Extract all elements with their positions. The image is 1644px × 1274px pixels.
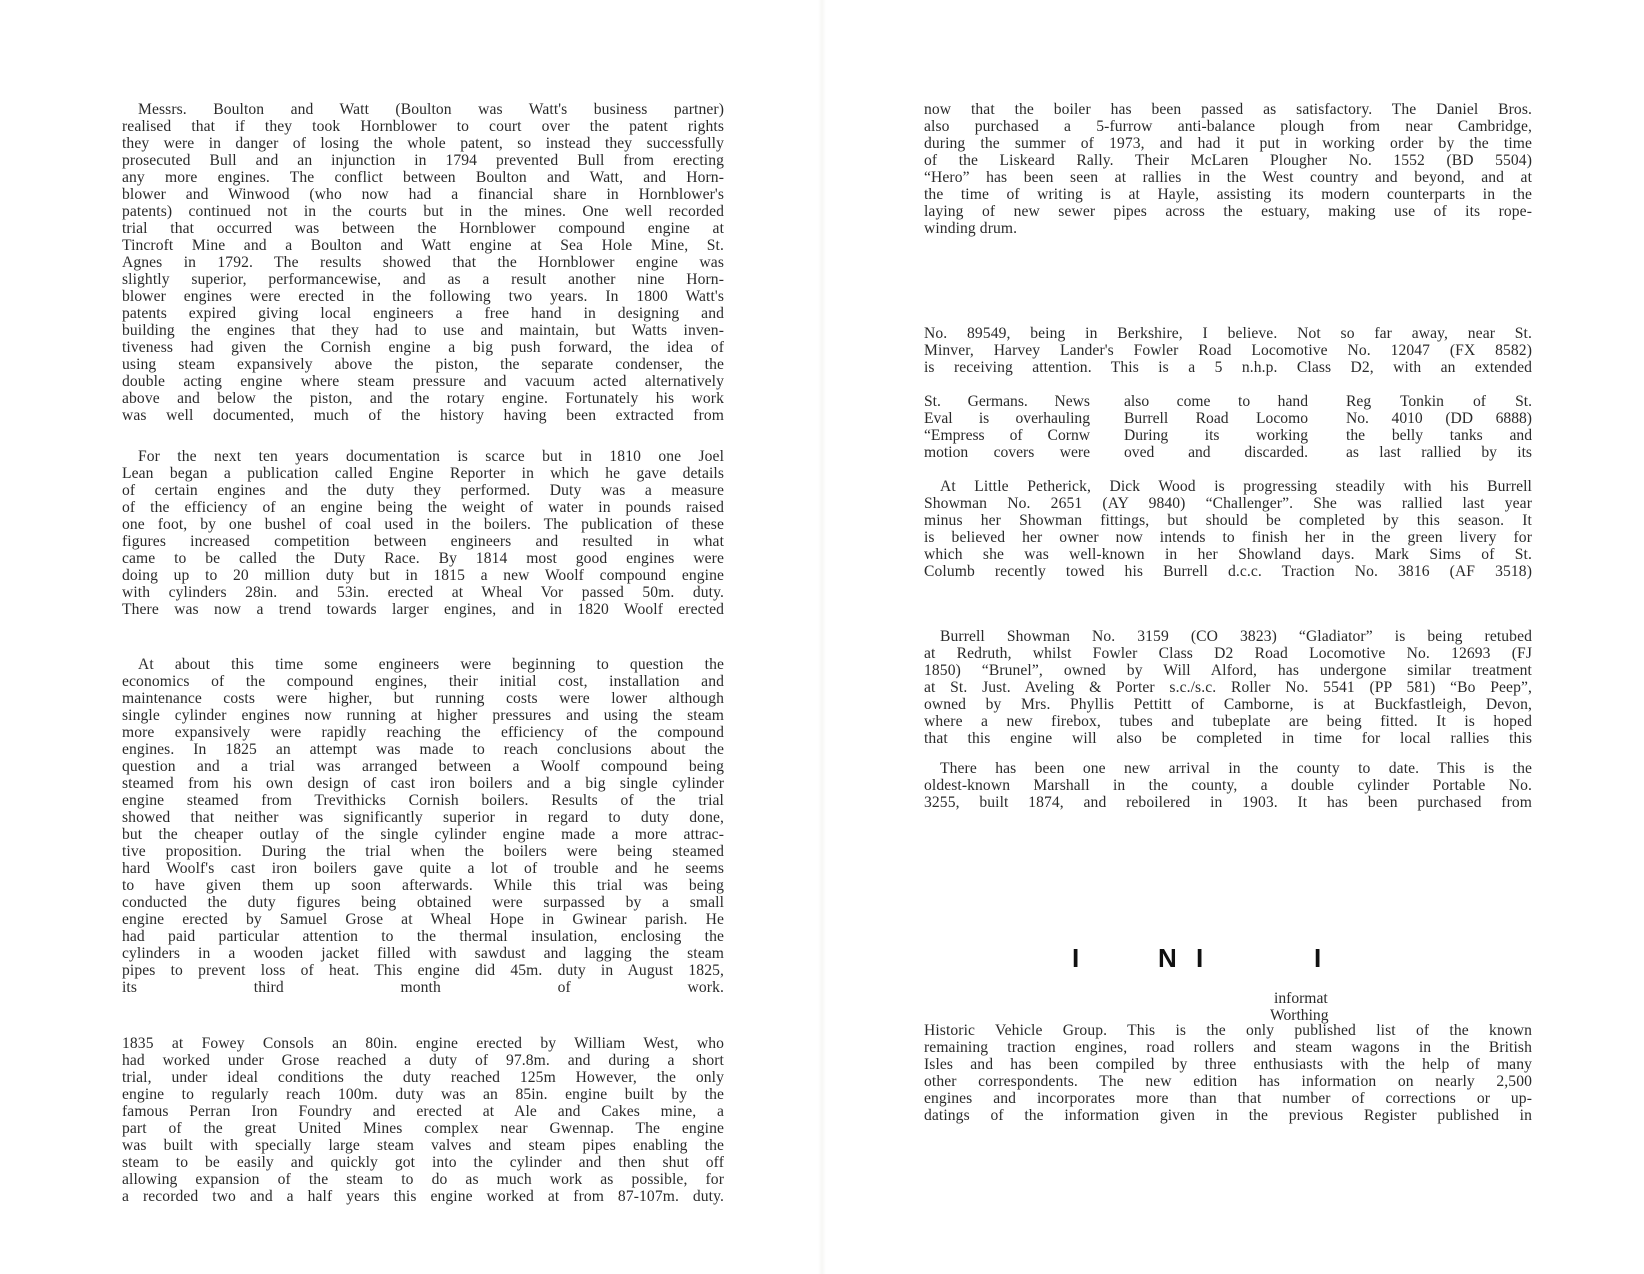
text-line: famous Perran Iron Foundry and erected at Ale and Cakes mine, a bbox=[122, 1103, 724, 1120]
text-line: Reg Tonkin of St. bbox=[1346, 393, 1532, 410]
text-line: was well documented, much of the history having been extracted from bbox=[122, 407, 724, 424]
right-fragment-column-b bbox=[1124, 393, 1308, 461]
right-fragment-column-c bbox=[1346, 393, 1532, 461]
text-line: a recorded two and a half years this engine worked at from 87-107m. duty. bbox=[122, 1188, 724, 1205]
text-line: any more engines. The conflict between Boulton and Watt, and Horn- bbox=[122, 169, 724, 186]
right-paragraph-6 bbox=[924, 1022, 1532, 1124]
text-line: of the Liskeard Rally. Their McLaren Plougher No. 1552 (BD 5504) bbox=[924, 152, 1532, 169]
text-line: its third month of work. bbox=[122, 979, 724, 996]
text-line: came to be called the Duty Race. By 1814 most good engines were bbox=[122, 550, 724, 567]
left-paragraph-3 bbox=[122, 656, 724, 996]
text-line: patents expired giving local engineers a free hand in designing and bbox=[122, 305, 724, 322]
text-line: question and a trial was arranged between a Woolf compound being bbox=[122, 758, 724, 775]
heading-letter: I bbox=[1196, 943, 1204, 973]
text-line: is believed her owner now intends to finish her in the green livery for bbox=[924, 529, 1532, 546]
text-line: other correspondents. The new edition has information on nearly 2,500 bbox=[924, 1073, 1532, 1090]
text-line: St. Germans. News bbox=[924, 393, 1090, 410]
fragment-word-worthing: Worthing bbox=[1270, 1007, 1329, 1024]
text-line: At about this time some engineers were beginning to question the bbox=[138, 656, 724, 673]
text-line: is receiving attention. This is a 5 n.h.p. Class D2, with an extended bbox=[924, 359, 1532, 376]
text-line: owned by Mrs. Phyllis Pettitt of Camborne, is at Buckfastleigh, Devon, bbox=[924, 696, 1532, 713]
right-paragraph-2 bbox=[924, 325, 1532, 376]
text-line: as last rallied by its bbox=[1346, 444, 1532, 461]
text-line: Burrell Showman No. 3159 (CO 3823) “Gladiator” is being retubed bbox=[940, 628, 1532, 645]
text-line: laying of new sewer pipes across the estuary, making use of its rope- bbox=[924, 203, 1532, 220]
text-line: Minver, Harvey Lander's Fowler Road Locomotive No. 12047 (FX 8582) bbox=[924, 342, 1532, 359]
text-line: “Empress of Cornw bbox=[924, 427, 1090, 444]
text-line: There has been one new arrival in the county to date. This is the bbox=[940, 760, 1532, 777]
text-line: which she was well-known in her Showland days. Mark Sims of St. bbox=[924, 546, 1532, 563]
text-line: Burrell Road Locomo bbox=[1124, 410, 1308, 427]
text-line: steam to be easily and quickly got into the cylinder and then shut off bbox=[122, 1154, 724, 1171]
text-line: patents) continued not in the courts but in the mines. One well recorded bbox=[122, 203, 724, 220]
text-line: Lean began a publication called Engine Reporter in which he gave details bbox=[122, 465, 724, 482]
text-line: at St. Just. Aveling & Porter s.c./s.c. Roller No. 5541 (PP 581) “Bo Peep”, bbox=[924, 679, 1532, 696]
text-line: was built with specially large steam valves and steam pipes enabling the bbox=[122, 1137, 724, 1154]
text-line: remaining traction engines, road rollers and steam wagons in the British bbox=[924, 1039, 1532, 1056]
text-line: engines. In 1825 an attempt was made to reach conclusions about the bbox=[122, 741, 724, 758]
right-paragraph-4 bbox=[924, 628, 1532, 747]
text-line: single cylinder engines now running at higher pressures and using the steam bbox=[122, 707, 724, 724]
text-line: 3255, built 1874, and reboilered in 1903. It has been purchased from bbox=[924, 794, 1532, 811]
left-paragraph-2 bbox=[122, 448, 724, 618]
text-line: more expansively were rapidly reaching the efficiency of the compound bbox=[122, 724, 724, 741]
text-line: minus her Showman fittings, but should be completed by this season. It bbox=[924, 512, 1532, 529]
text-line: pipes to prevent loss of heat. This engine did 45m. duty in August 1825, bbox=[122, 962, 724, 979]
text-line: conducted the duty figures being obtained were surpassed by a small bbox=[122, 894, 724, 911]
text-line: Messrs. Boulton and Watt (Boulton was Watt's business partner) bbox=[138, 101, 724, 118]
text-line: slightly superior, performancewise, and as a result another nine Horn- bbox=[122, 271, 724, 288]
text-line: also purchased a 5-furrow anti-balance plough from near Cambridge, bbox=[924, 118, 1532, 135]
text-line: Eval is overhauling bbox=[924, 410, 1090, 427]
heading-letter: N bbox=[1158, 943, 1177, 973]
text-line: winding drum. bbox=[924, 220, 1018, 237]
right-paragraph-3 bbox=[924, 478, 1532, 580]
text-line: with cylinders 28in. and 53in. erected at Wheal Vor passed 50m. duty. bbox=[122, 584, 724, 601]
text-line: During its working bbox=[1124, 427, 1308, 444]
text-line: 1835 at Fowey Consols an 80in. engine erected by William West, who bbox=[122, 1035, 724, 1052]
heading-letter: I bbox=[1072, 943, 1080, 973]
text-line: oldest-known Marshall in the county, a double cylinder Portable No. bbox=[924, 777, 1532, 794]
text-line: had paid particular attention to the thermal insulation, enclosing the bbox=[122, 928, 724, 945]
text-line: they were in danger of losing the whole patent, so instead they successfully bbox=[122, 135, 724, 152]
text-line: double acting engine where steam pressure and vacuum acted alternatively bbox=[122, 373, 724, 390]
text-line: to have given them up soon afterwards. While this trial was being bbox=[122, 877, 724, 894]
text-line: No. 4010 (DD 6888) bbox=[1346, 410, 1532, 427]
text-line: of certain engines and the duty they performed. Duty was a measure bbox=[122, 482, 724, 499]
text-line: the belly tanks and bbox=[1346, 427, 1532, 444]
text-line: No. 89549, being in Berkshire, I believe. Not so far away, near St. bbox=[924, 325, 1532, 342]
text-line: above and below the piston, and the rotary engine. Fortunately his work bbox=[122, 390, 724, 407]
text-line: Columb recently towed his Burrell d.c.c. Traction No. 3816 (AF 3518) bbox=[924, 563, 1532, 580]
text-line: engine to regularly reach 100m. duty was an 85in. engine built by the bbox=[122, 1086, 724, 1103]
text-line: part of the great United Mines complex near Gwennap. The engine bbox=[122, 1120, 724, 1137]
text-line: tiveness had given the Cornish engine a big push forward, the idea of bbox=[122, 339, 724, 356]
text-line: motion covers were bbox=[924, 444, 1090, 461]
text-line: using steam expansively above the piston, the separate condenser, the bbox=[122, 356, 724, 373]
text-line: At Little Petherick, Dick Wood is progressing steadily with his Burrell bbox=[940, 478, 1532, 495]
heading-letter: I bbox=[1314, 943, 1322, 973]
text-line: realised that if they took Hornblower to court over the patent rights bbox=[122, 118, 724, 135]
text-line: tive proposition. During the trial when the boilers were being steamed bbox=[122, 843, 724, 860]
text-line: Showman No. 2651 (AY 9840) “Challenger”. She was rallied last year bbox=[924, 495, 1532, 512]
text-line: building the engines that they had to use and maintain, but Watts inven- bbox=[122, 322, 724, 339]
text-line: “Hero” has been seen at rallies in the West country and beyond, and at bbox=[924, 169, 1532, 186]
text-line: prosecuted Bull and an injunction in 1794 prevented Bull from erecting bbox=[122, 152, 724, 169]
text-line: during the summer of 1973, and had it put in working order by the time bbox=[924, 135, 1532, 152]
text-line: oved and discarded. bbox=[1124, 444, 1308, 461]
text-line: of the efficiency of an engine being the weight of water in pounds raised bbox=[122, 499, 724, 516]
text-line: blower and Winwood (who now had a financial share in Hornblower's bbox=[122, 186, 724, 203]
text-line: Historic Vehicle Group. This is the only published list of the known bbox=[924, 1022, 1532, 1039]
text-line: one foot, by one bushel of coal used in the boilers. The publication of these bbox=[122, 516, 724, 533]
text-line: the time of writing is at Hayle, assisting its modern counterparts in the bbox=[924, 186, 1532, 203]
right-fragment-column-a bbox=[924, 393, 1090, 461]
text-line: engine steamed from Trevithicks Cornish boilers. Results of the trial bbox=[122, 792, 724, 809]
text-line: at Redruth, whilst Fowler Class D2 Road Locomotive No. 12693 (FJ bbox=[924, 645, 1532, 662]
text-line: There was now a trend towards larger engines, and in 1820 Woolf erected bbox=[122, 601, 724, 618]
right-paragraph-5 bbox=[924, 760, 1532, 811]
text-line: datings of the information given in the previous Register published in bbox=[924, 1107, 1532, 1124]
text-line: Isles and has been compiled by three enthusiasts with the help of many bbox=[924, 1056, 1532, 1073]
left-paragraph-4 bbox=[122, 1035, 724, 1205]
text-line: For the next ten years documentation is scarce but in 1810 one Joel bbox=[138, 448, 724, 465]
text-line: where a new firebox, tubes and tubeplate are being fitted. It is hoped bbox=[924, 713, 1532, 730]
text-line: cylinders in a wooden jacket filled with sawdust and lagging the steam bbox=[122, 945, 724, 962]
text-line: also come to hand bbox=[1124, 393, 1308, 410]
right-paragraph-1 bbox=[924, 101, 1532, 237]
text-line: 1850) “Brunel”, owned by Will Alford, has undergone similar treatment bbox=[924, 662, 1532, 679]
left-paragraph-1 bbox=[122, 101, 724, 424]
text-line: trial, under ideal conditions the duty reached 125m However, the only bbox=[122, 1069, 724, 1086]
text-line: showed that neither was significantly superior in regard to duty done, bbox=[122, 809, 724, 826]
text-line: blower engines were erected in the following two years. In 1800 Watt's bbox=[122, 288, 724, 305]
text-line: maintenance costs were higher, but running costs were lower although bbox=[122, 690, 724, 707]
text-line: doing up to 20 million duty but in 1815 a new Woolf compound engine bbox=[122, 567, 724, 584]
text-line: trial that occurred was between the Hornblower compound engine at bbox=[122, 220, 724, 237]
text-line: but the cheaper outlay of the single cylinder engine made a more attrac- bbox=[122, 826, 724, 843]
text-line: figures increased competition between engineers and resulted in what bbox=[122, 533, 724, 550]
text-line: engines and incorporates more than that number of corrections or up- bbox=[924, 1090, 1532, 1107]
text-line: hard Woolf's cast iron boilers gave quite a lot of trouble and he seems bbox=[122, 860, 724, 877]
text-line: now that the boiler has been passed as satisfactory. The Daniel Bros. bbox=[924, 101, 1532, 118]
text-line: had worked under Grose reached a duty of 97.8m. and during a short bbox=[122, 1052, 724, 1069]
text-line: steamed from his own design of cast iron boilers and a big single cylinder bbox=[122, 775, 724, 792]
text-line: allowing expansion of the steam to do as much work as possible, for bbox=[122, 1171, 724, 1188]
text-line: Tincroft Mine and a Boulton and Watt engine at Sea Hole Mine, St. bbox=[122, 237, 724, 254]
text-line: that this engine will also be completed in time for local rallies this bbox=[924, 730, 1532, 747]
section-heading-fragment bbox=[1060, 943, 1340, 973]
text-line: engine erected by Samuel Grose at Wheal Hope in Gwinear parish. He bbox=[122, 911, 724, 928]
text-line: economics of the compound engines, their initial cost, installation and bbox=[122, 673, 724, 690]
fragment-word-informat: informat bbox=[1274, 990, 1328, 1007]
text-line: Agnes in 1792. The results showed that the Hornblower engine was bbox=[122, 254, 724, 271]
